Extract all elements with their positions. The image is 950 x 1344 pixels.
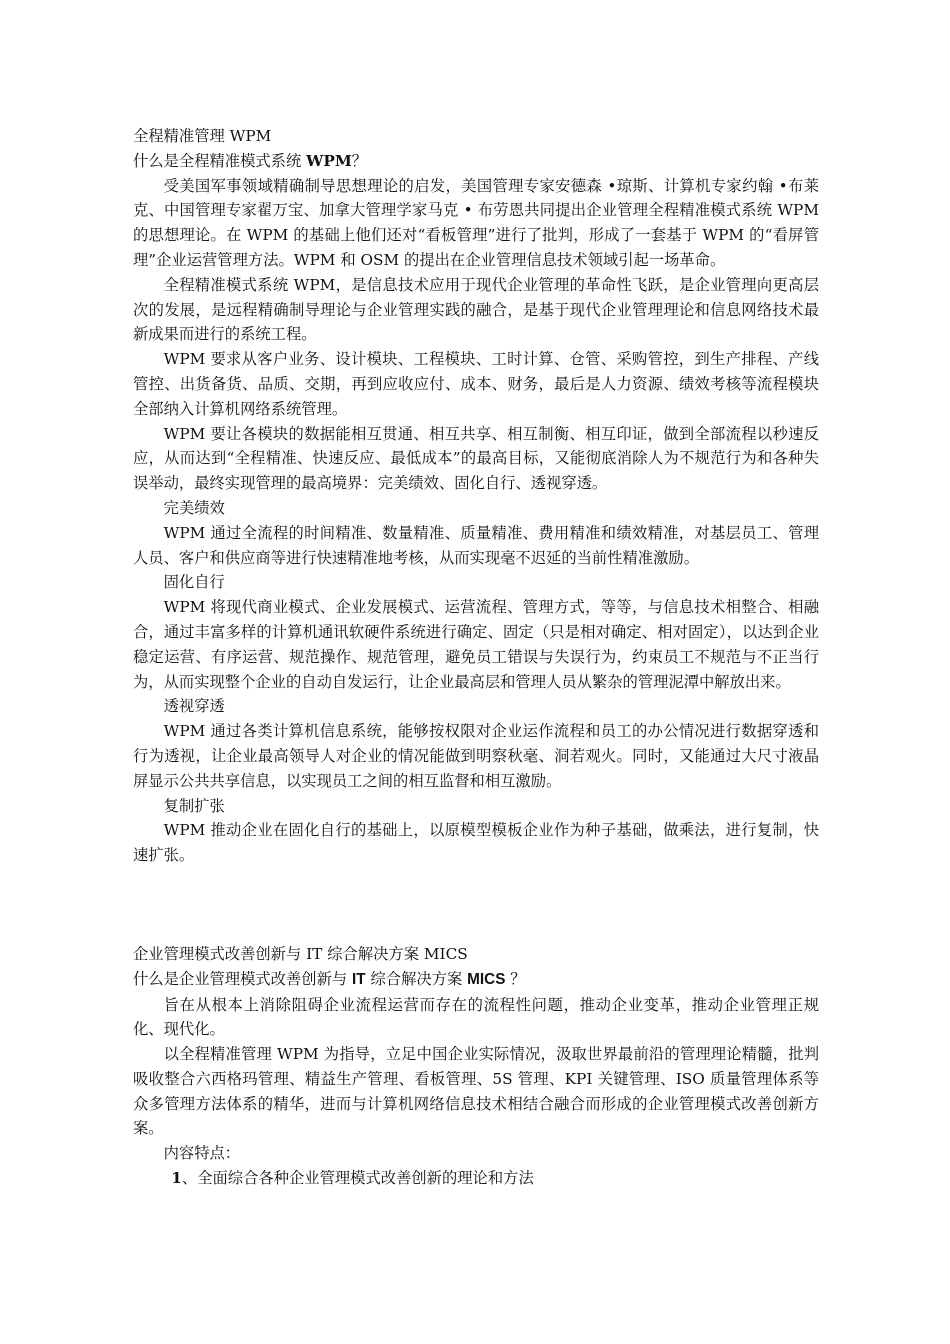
- section-2-question-term: MICS: [467, 970, 506, 988]
- features-label: 内容特点：: [163, 1144, 241, 1163]
- section-1-paragraph: 全程精准模式系统 WPM，是信息技术应用于现代企业管理的革命性飞跃，是企业管理向更高层次的发展，是远程精确制导理论与企业管理实践的融合，是基于现代企业管理理论和信息网络技术最新成果而进行的系统工程。: [133, 275, 819, 344]
- feature-item-number: 1: [171, 1169, 182, 1188]
- subsection-paragraph: WPM 将现代商业模式、企业发展模式、运营流程、管理方式，等等，与信息技术相整合、相融合，通过丰富多样的计算机通讯软硬件系统进行确定、固定（只是相对确定、相对固定），以达到企业稳定运营、有序运营、规范操作、规范管理，避免员工错误与失误行为，约束员工不规范与不正当行为，从而实现整个企业的自动自发运行，让企业最高层和管理人员从繁杂的管理泥潭中解放出来。: [133, 598, 819, 691]
- section-1-question-prefix: 什么是全程精准模式系统: [133, 151, 307, 170]
- subsection-paragraph: WPM 通过各类计算机信息系统，能够按权限对企业运作流程和员工的办公情况进行数据穿透和行为透视，让企业最高领导人对企业的情况能做到明察秋毫、洞若观火。同时，又能通过大尺寸液晶屏显示公共共享信息，以实现员工之间的相互监督和相互激励。: [133, 722, 819, 790]
- section-2-question-mid: 综合解决方案: [365, 969, 468, 988]
- feature-item-text: 、全面综合各种企业管理模式改善创新的理论和方法: [181, 1169, 534, 1188]
- section-2-paragraph: 旨在从根本上消除阻碍企业流程运营而存在的流程性问题，推动企业变革，推动企业管理正规化、现代化。: [133, 995, 819, 1039]
- section-1-question-suffix: ？: [351, 151, 368, 170]
- section-2-question-prefix: 什么是企业管理模式改善创新与: [133, 969, 353, 988]
- subsection-paragraph: WPM 推动企业在固化自行的基础上，以原模型模板企业作为种子基础，做乘法，进行复制，快速扩张。: [133, 821, 819, 865]
- section-1-paragraph: WPM 要让各模块的数据能相互贯通、相互共享、相互制衡、相互印证，做到全部流程以秒速反应，从而达到“全程精准、快速反应、最低成本”的最高目标，又能彻底消除人为不规范行为和各种失误举动，最终实现管理的最高境界：完美绩效、固化自行、透视穿透。: [133, 424, 819, 493]
- section-2-paragraph: 以全程精准管理 WPM 为指导，立足中国企业实际情况，汲取世界最前沿的管理理论精髓，批判吸收整合六西格玛管理、精益生产管理、看板管理、5S 管理、KPI 关键管理、ISO 质量管理体系等众多管理方法体系的精华，进而与计算机网络信息技术相结合融合而形成的企业管理模式改善创新方案。: [133, 1045, 819, 1138]
- section-1-question: [133, 149, 819, 174]
- subsection-heading: 固化自行: [163, 573, 225, 592]
- subsection-paragraph: WPM 通过全流程的时间精准、数量精准、质量精准、费用精准和绩效精准，对基层员工、管理人员、客户和供应商等进行快速精准地考核，从而实现毫不迟延的当前性精准激励。: [133, 523, 819, 567]
- section-spacer: [133, 868, 819, 942]
- section-2-question-it: IT: [352, 970, 366, 988]
- section-1-paragraph: WPM 要求从客户业务、设计模块、工程模块、工时计算、仓管、采购管控，到生产排程、产线管控、出货备货、品质、交期，再到应收应付、成本、财务，最后是人力资源、绩效考核等流程模块全部纳入计算机网络系统管理。: [133, 350, 819, 418]
- section-1-paragraph: 受美国军事领域精确制导思想理论的启发，美国管理专家安德森 •琼斯、计算机专家约翰 •布莱克、中国管理专家翟万宝、加拿大管理学家马克 • 布劳恩共同提出企业管理全程精准模式系统 WPM 的思想理论。在 WPM 的基础上他们还对“看板管理”进行了批判，形成了一套基于 WPM 的“看屏管理”企业运营管理方法。WPM 和 OSM 的提出在企业管理信息技术领域引起一场革命。: [133, 176, 819, 269]
- section-1-question-term: WPM: [306, 151, 352, 170]
- subsection-heading: 透视穿透: [163, 697, 225, 716]
- section-2-question-suffix: ？: [505, 969, 526, 988]
- subsection-heading: 复制扩张: [163, 796, 225, 815]
- subsection-heading: 完美绩效: [163, 498, 225, 517]
- section-2-question: [133, 967, 819, 993]
- section-1-title: 全程精准管理 WPM: [133, 127, 272, 145]
- section-2-title: 企业管理模式改善创新与 IT 综合解决方案 MICS: [133, 944, 468, 963]
- feature-item: [133, 1166, 819, 1191]
- document-body: [133, 124, 819, 1191]
